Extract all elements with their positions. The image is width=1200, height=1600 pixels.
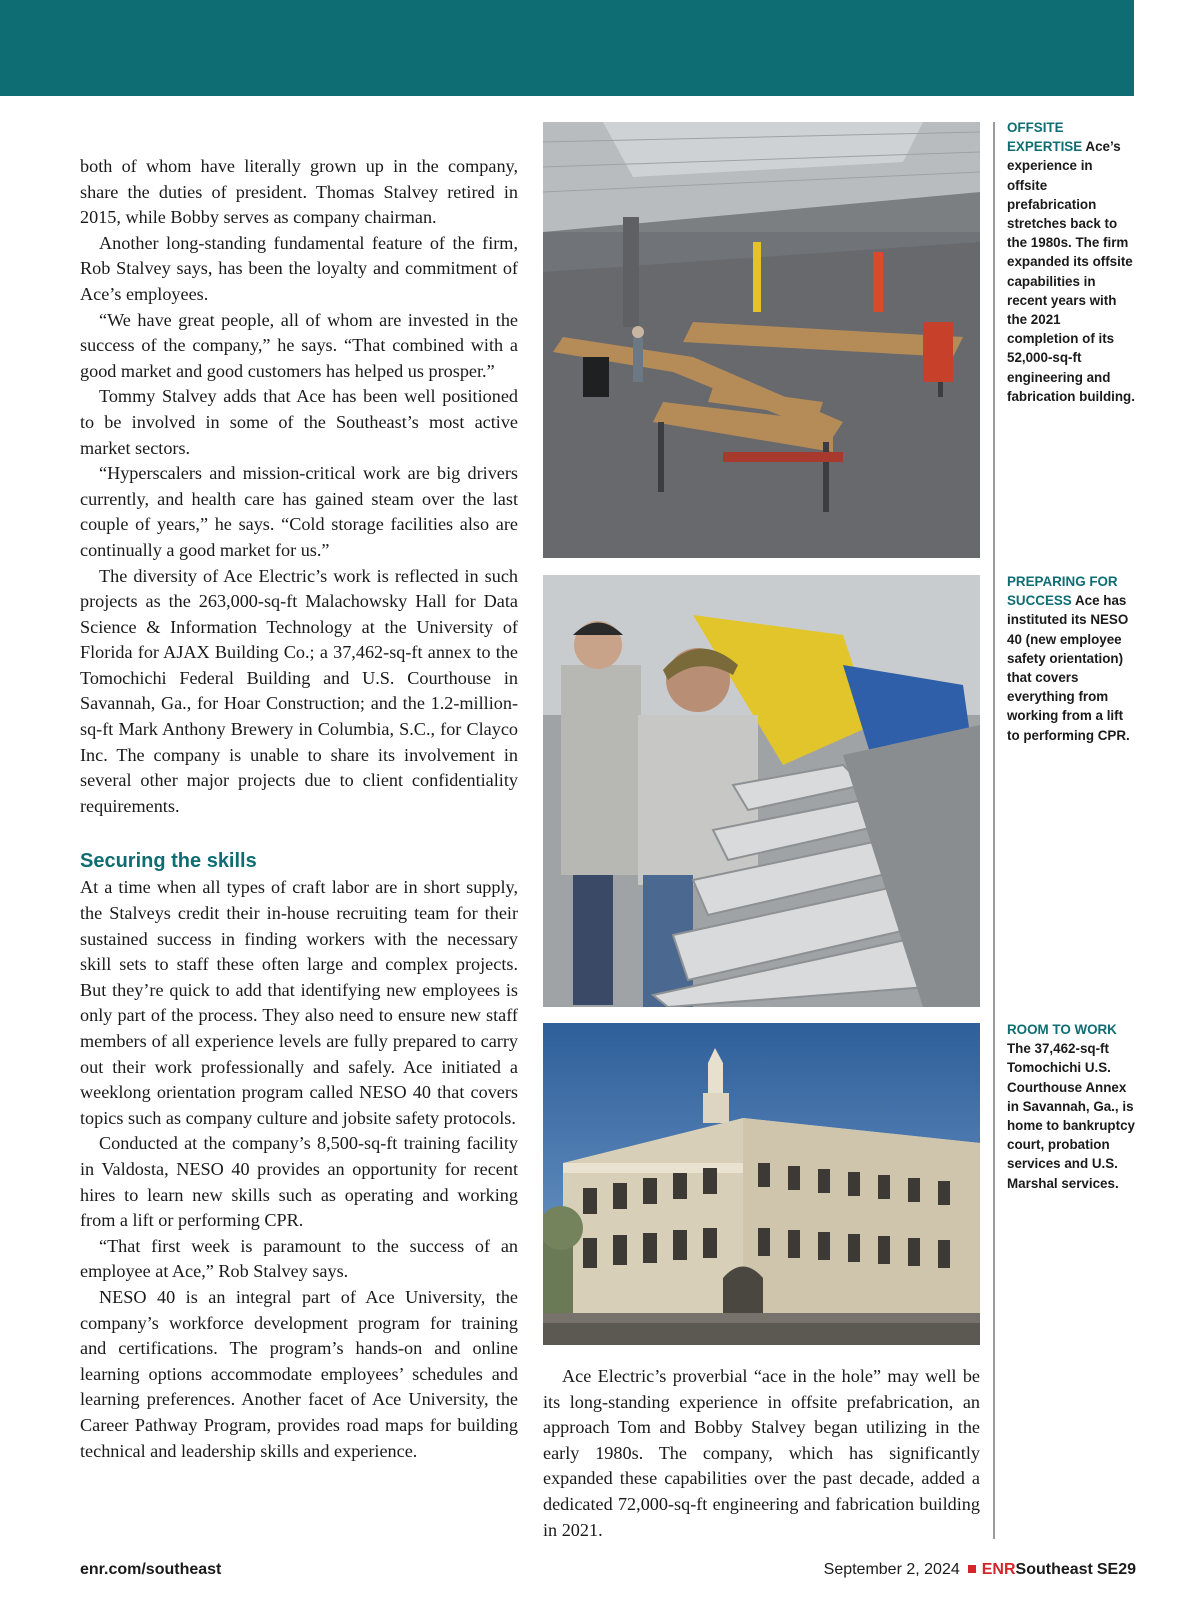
caption-kicker: PREPARING FOR SUCCESS xyxy=(1007,574,1118,609)
footer-brand-region: Southeast xyxy=(1015,1561,1093,1578)
workers-conveyor-photo xyxy=(543,575,980,1007)
body-paragraph: Tommy Stalvey adds that Ace has been well positioned to be involved in some of the Southeast’s most active market sectors. xyxy=(80,386,518,458)
footer-brand-enr: ENR xyxy=(981,1561,1016,1578)
fabrication-shop-photo xyxy=(543,122,980,558)
left-article-column xyxy=(80,154,518,1464)
body-paragraph: Conducted at the company’s 8,500-sq-ft training facility in Valdosta, NESO 40 provides an opportunity for recent hires to learn new skills such as operating and working from a lift or performing CPR. xyxy=(80,1133,518,1231)
body-paragraph: The diversity of Ace Electric’s work is reflected in such projects as the 263,000-sq-ft Malachowsky Hall for Data Science & Information Technology at the University of Florida for AJAX Building Co.; a 37,462-sq-ft annex to the Tomochichi Federal Building and U.S. Courthouse in Savannah, Ga., for Hoar Construction; and the 1.2-million-sq-ft Mark Anthony Brewery in Columbia, S.C., for Clayco Inc. The company is unable to share its involvement in several other major projects due to client confidentiality requirements. xyxy=(80,565,518,816)
body-paragraph: Ace Electric’s proverbial “ace in the hole” may well be its long-standing experience in offsite prefabrication, an approach Tom and Bobby Stalvey began utilizing in the early 1980s. The company, which has significantly expanded these capabilities over the past decade, added a dedicated 72,000-sq-ft engineering and fabrication building in 2021. xyxy=(543,1366,980,1540)
section-subhead: Securing the skills xyxy=(80,850,257,873)
photo-caption xyxy=(1007,1020,1135,1193)
caption-text: Ace’s experience in offsite prefabrication stretches back to the 1980s. The firm expanded its offsite capabilities in recent years with the 2021 completion of its 52,000-sq-ft engineering and fabrication building. xyxy=(1007,139,1135,404)
courthouse-building-photo xyxy=(543,1023,980,1345)
body-paragraph: “Hyperscalers and mission-critical work are big drivers currently, and health care has gained steam over the last couple of years,” he says. “Cold storage facilities also are continually a good market for us.” xyxy=(80,463,518,560)
body-paragraph: NESO 40 is an integral part of Ace University, the company’s workforce development program for training and certifications. The program’s hands-on and online learning options accommodate employees’ schedules and learning preferences. Another facet of Ace University, the Career Pathway Program, provides road maps for building technical and leadership skills and experience. xyxy=(80,1286,518,1461)
body-paragraph: At a time when all types of craft labor are in short supply, the Stalveys credit their in-house recruiting team for their sustained success in finding workers with the necessary skill sets to staff these often large and complex projects. But they’re quick to add that identifying new employees is only part of the process. They also need to ensure new staff members of all experience levels are fully prepared to carry out their work professionally and safely. Ace initiated a weeklong orientation program called NESO 40 that covers topics such as company culture and jobsite safety protocols. xyxy=(80,877,518,1128)
body-paragraph: “We have great people, all of whom are invested in the success of the company,” he says. “That combined with a good market and good customers has helped us prosper.” xyxy=(80,309,518,381)
header-color-band xyxy=(0,0,1134,96)
body-paragraph: Another long-standing fundamental feature of the firm, Rob Stalvey says, has been the loyalty and commitment of Ace’s employees. xyxy=(80,232,518,304)
red-square-icon xyxy=(968,1565,976,1573)
caption-text: The 37,462-sq-ft Tomochichi U.S. Courthouse Annex in Savannah, Ga., is home to bankruptcy court, probation services and U.S. Marshal services. xyxy=(1007,1041,1135,1191)
caption-text: Ace has instituted its NESO 40 (new employee safety orientation) that covers everything from working from a lift to performing CPR. xyxy=(1007,593,1130,743)
caption-kicker: ROOM TO WORK xyxy=(1007,1022,1117,1037)
photo-caption xyxy=(1007,572,1135,745)
footer-url: enr.com/southeast xyxy=(80,1561,222,1578)
caption-kicker: OFFSITE EXPERTISE xyxy=(1007,120,1083,155)
footer-folio xyxy=(824,1561,1136,1579)
photo-caption xyxy=(1007,118,1135,406)
body-paragraph: “That first week is paramount to the success of an employee at Ace,” Rob Stalvey says. xyxy=(80,1235,518,1282)
footer-date: September 2, 2024 xyxy=(823,1561,960,1578)
column-divider xyxy=(993,122,995,1539)
right-article-column xyxy=(543,1364,980,1543)
body-paragraph: both of whom have literally grown up in the company, share the duties of president. Thomas Stalvey retired in 2015, while Bobby serves as company chairman. xyxy=(80,156,518,228)
footer-page-number: SE29 xyxy=(1096,1561,1136,1578)
